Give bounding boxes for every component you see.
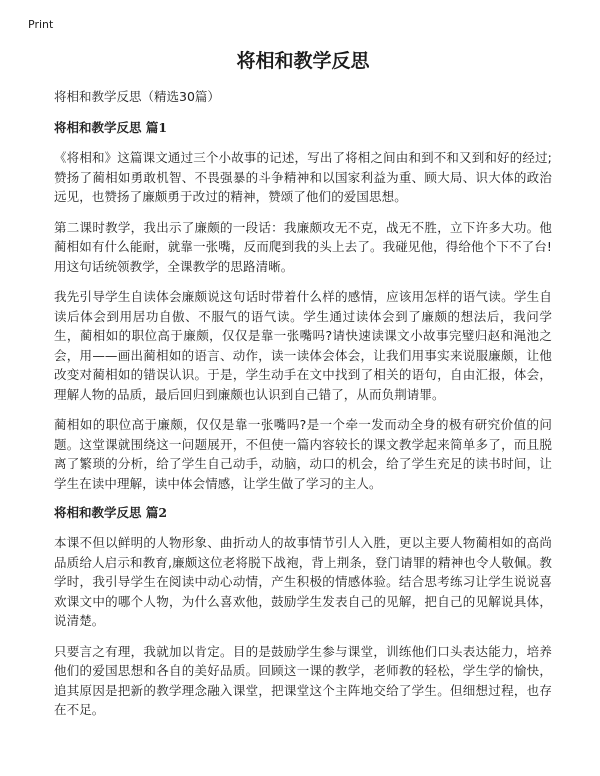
print-link[interactable]: Print xyxy=(28,18,54,31)
page-title: 将相和教学反思 xyxy=(236,50,370,72)
section-1-paragraph-4: 蔺相如的职位高于廉颇，仅仅是靠一张嘴吗?是一个牵一发而动全身的极有研究价值的问题。这堂课就围绕这一问题展开，不但使一篇内容较长的课文教学起来简单多了，而且脱离了繁琐的分析，给了学生自己动手，动脑，动口的机会，给了学生充足的读书时间，让学生在读中理解，读中体会情感，让学生做了学习的主人。 xyxy=(54,417,552,491)
section-1-paragraph-1: 《将相和》这篇课文通过三个小故事的记述，写出了将相之间由和到不和又到和好的经过;赞扬了蔺相如勇敢机智、不畏强暴的斗争精神和以国家利益为重、顾大局、识大体的政治远见，也赞扬了廉颇勇于改过的精神，赞颂了他们的爱国思想。 xyxy=(54,150,552,204)
section-1-paragraph-2: 第二课时教学，我出示了廉颇的一段话：我廉颇攻无不克，战无不胜，立下许多大功。他蔺相如有什么能耐，就靠一张嘴，反而爬到我的头上去了。我碰见他，得给他个下不了台!用这句话统领教学，全课教学的思路清晰。 xyxy=(54,219,552,274)
section-2-paragraph-2: 只要言之有理，我就加以肯定。目的是鼓励学生参与课堂，训练他们口头表达能力，培养他们的爱国思想和各自的美好品质。回顾这一课的教学，老师教的轻松，学生学的愉快，追其原因是把新的教学理念融入课堂，把课堂这个主阵地交给了学生。但细想过程，也存在不足。 xyxy=(54,643,552,717)
section-2-paragraph-1: 本课不但以鲜明的人物形象、曲折动人的故事情节引人入胜，更以主要人物蔺相如的高尚品质给人启示和教育,廉颇这位老将脱下战袍，背上荆条，登门请罪的精神也令人敬佩。教学时，我引导学生在阅读中动心动情，产生积极的情感体验。结合思考练习让学生说说喜欢课文中的哪个人物，为什么喜欢他，鼓励学生发表自己的见解，把自己的见解说具体，说清楚。 xyxy=(54,535,552,628)
section-1-paragraph-3: 我先引导学生自读体会廉颇说这句话时带着什么样的感情，应该用怎样的语气读。学生自读后体会到用居功自傲、不服气的语气读。学生通过读体会到了廉颇的想法后，我问学生，蔺相如的职位高于廉颇，仅仅是靠一张嘴吗?请快速读课文小故事完璧归赵和渑池之会，用——画出蔺相如的语言、动作，读一读体会体会，让我们用事实来说服廉颇，让他改变对蔺相如的错误认识。于是，学生动手在文中找到了相关的语句，自由汇报，体会，理解人物的品质，最后回归到廉颇也认识到自己错了，从而负荆请罪。 xyxy=(54,289,552,402)
section-heading-1: 将相和教学反思 篇1 xyxy=(54,120,168,135)
section-heading-2: 将相和教学反思 篇2 xyxy=(54,505,168,520)
document-body xyxy=(54,48,552,731)
document-subtitle: 将相和教学反思（精选30篇） xyxy=(54,89,220,104)
